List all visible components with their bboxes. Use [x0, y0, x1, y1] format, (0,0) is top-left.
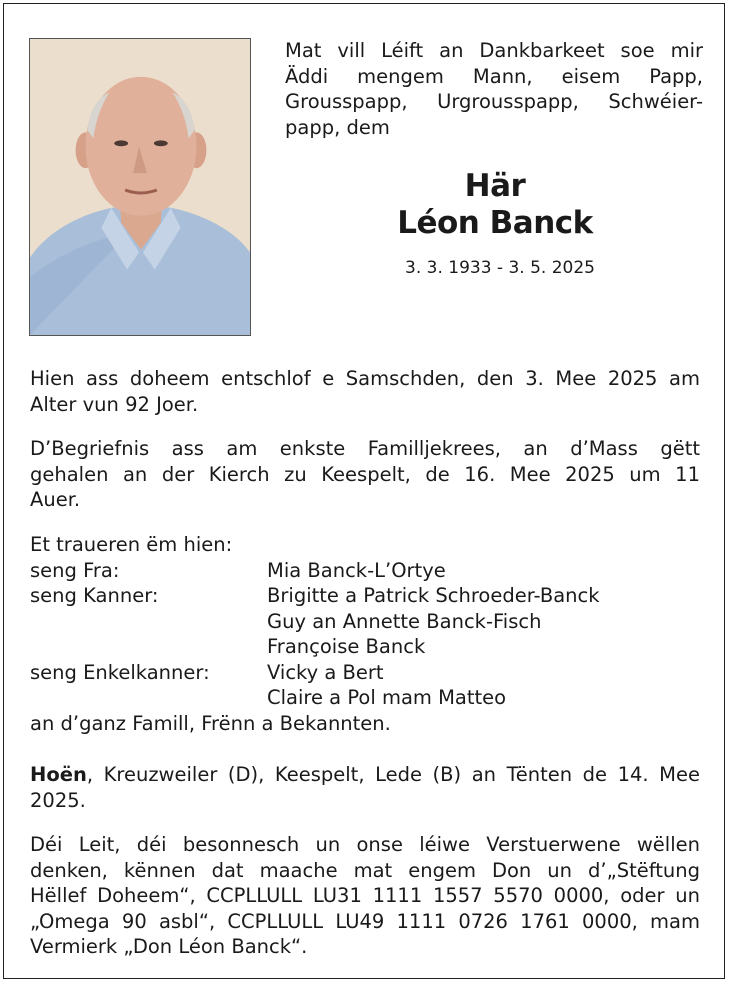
intro-line: papp, dem [285, 115, 390, 139]
mourner-row [30, 558, 700, 584]
mourner-row [30, 660, 700, 686]
mourner-relation [30, 685, 267, 711]
mourner-row [30, 685, 700, 711]
mourner-names: Claire a Pol mam Matteo [267, 686, 507, 709]
mourner-relation: seng Kanner: [30, 584, 159, 607]
mourner-relation: seng Fra: [30, 558, 120, 582]
mourner-names: Mia Banck-L’Ortye [267, 558, 446, 582]
paragraph-line: gehalen an der Kierch zu Keespelt, de 16. Mee 2025 um 11 [30, 462, 700, 486]
paragraph-line: Hëllef Doheem“, CCPLLULL LU31 1111 1557 5570 0000, oder un [30, 884, 700, 907]
paragraph-line [30, 762, 700, 788]
life-dates: 3. 3. 1933 - 3. 5. 2025 [405, 258, 595, 278]
mourner-names: Vicky a Bert [267, 660, 384, 684]
intro-line: Grousspapp, Urgrousspapp, Schwéier- [285, 90, 703, 113]
mourner-names: Françoise Banck [267, 635, 426, 658]
mourners-closing: an d’ganz Famill, Frënn a Bekannten. [30, 711, 391, 735]
paragraph-line: Vermierk „Don Léon Banck“. [30, 935, 308, 958]
mourner-names: Guy an Annette Banck-Fisch [267, 609, 542, 633]
paragraph-line: Hien ass doheem entschlof e Samschden, den 3. Mee 2025 am [30, 367, 700, 390]
mourner-names: Brigitte a Patrick Schroeder-Banck [267, 584, 600, 607]
mourner-row [30, 609, 700, 635]
intro-text [285, 38, 703, 140]
location-line: , Kreuzweiler (D), Keespelt, Lede (B) an Tënten de 14. Mee [86, 763, 700, 786]
mourners-intro: Et traueren ëm hien: [30, 533, 233, 556]
portrait-photo [29, 38, 251, 336]
location-paragraph [30, 762, 700, 813]
paragraph-line: Déi Leit, déi besonnesch un onse léiwe Verstuerwene wëllen [30, 833, 700, 856]
deceased-title: Här [464, 168, 526, 204]
location-place: Hoën [30, 763, 87, 786]
mourners-list [30, 532, 700, 736]
mourner-relation [30, 634, 267, 660]
death-paragraph [30, 366, 700, 417]
deceased-name-block [380, 168, 610, 242]
intro-line: Äddi mengem Mann, eisem Papp, [285, 64, 703, 88]
mourner-relation [30, 609, 267, 635]
donation-paragraph [30, 832, 700, 960]
paragraph-line: „Omega 90 asbl“, CCPLLULL LU49 1111 0726 1761 0000, mam [30, 909, 700, 933]
paragraph-line: denken, kënnen dat maache mat engem Don un d’„Stëftung [30, 858, 700, 882]
paragraph-line: 2025. [30, 788, 86, 812]
paragraph-line: D’Begriefnis ass am enkste Familljekrees, an d’Mass gëtt [30, 437, 700, 460]
mourner-row [30, 634, 700, 660]
intro-line: Mat vill Léift an Dankbarkeet soe mir [285, 39, 703, 62]
paragraph-line: Auer. [30, 488, 81, 511]
mourner-relation: seng Enkelkanner: [30, 660, 210, 684]
paragraph-line: Alter vun 92 Joer. [30, 392, 199, 416]
mourner-row [30, 583, 700, 609]
deceased-name: Léon Banck [397, 205, 593, 241]
funeral-paragraph [30, 436, 700, 513]
